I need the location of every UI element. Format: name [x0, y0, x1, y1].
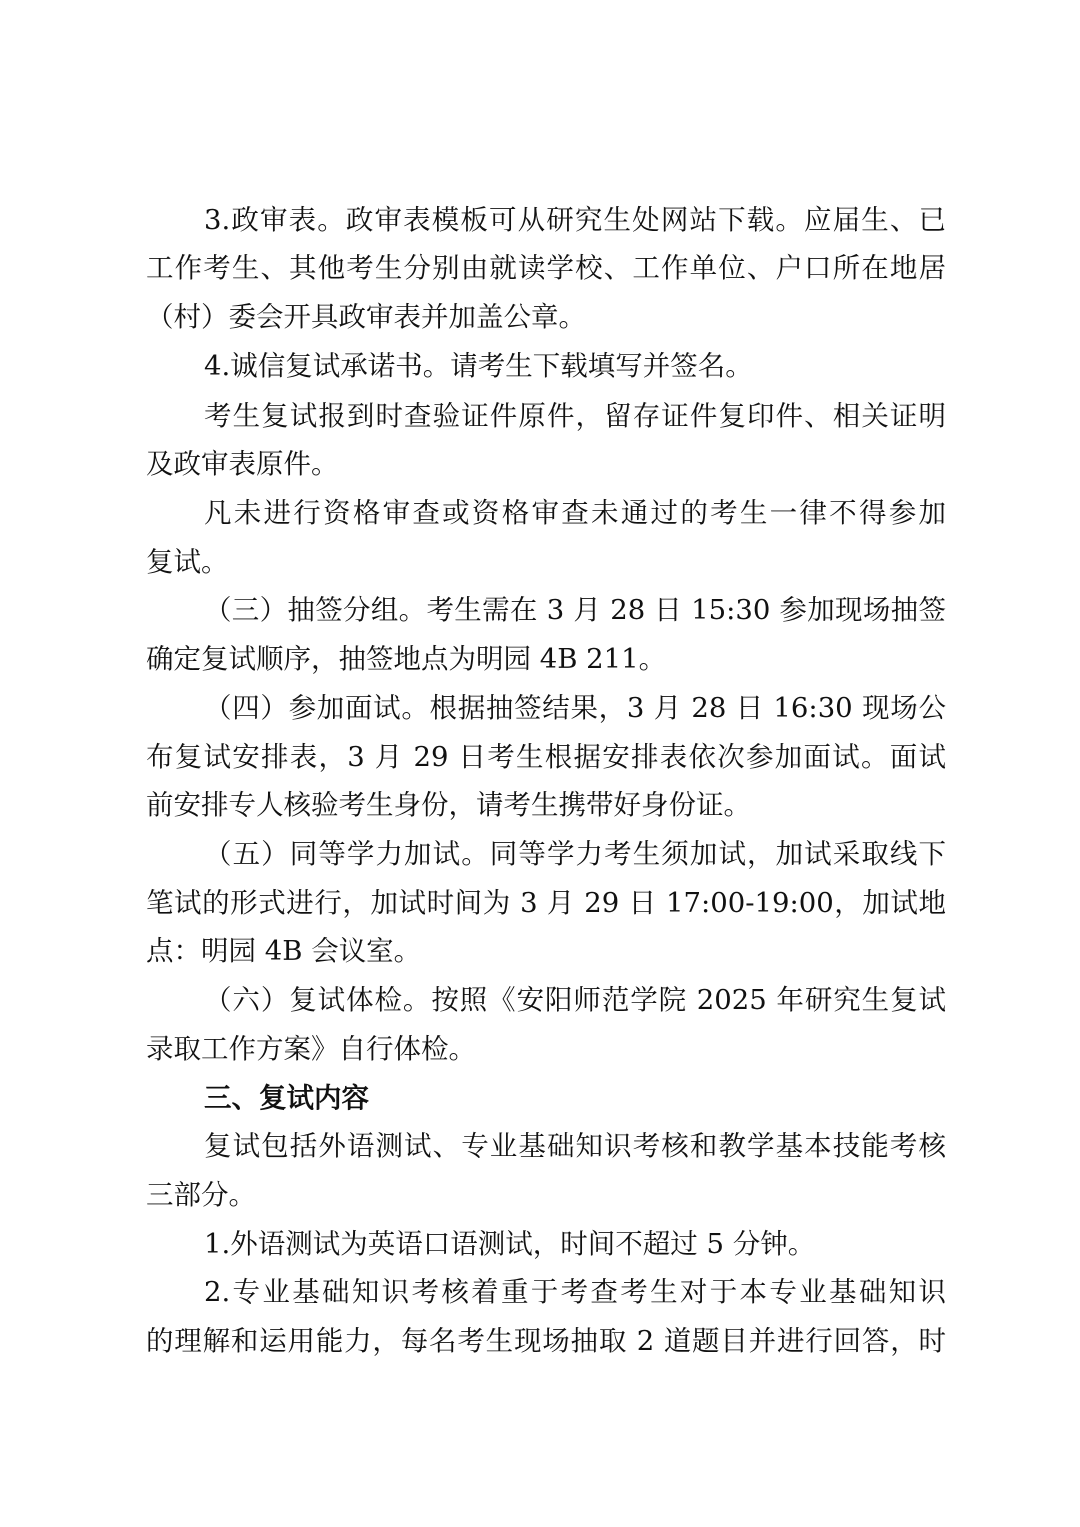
- text-line-13: 前安排专人核验考生身份，请考生携带好身份证。: [146, 789, 751, 821]
- text-line-18: 录取工作方案》自行体检。: [146, 1033, 476, 1065]
- text-line-20: 复试包括外语测试、专业基础知识考核和教学基本技能考核: [204, 1130, 946, 1162]
- text-line-16: 点：明园 4B 会议室。: [146, 935, 422, 967]
- text-line-5: 考生复试报到时查验证件原件，留存证件复印件、相关证明: [204, 400, 946, 432]
- text-line-24: 的理解和运用能力，每名考生现场抽取 2 道题目并进行回答，时: [146, 1325, 946, 1357]
- section-heading: 三、复试内容: [204, 1082, 369, 1114]
- text-line-17: （六）复试体检。按照《安阳师范学院 2025 年研究生复试: [204, 984, 946, 1016]
- text-line-12: 布复试安排表，3 月 29 日考生根据安排表依次参加面试。面试: [146, 741, 946, 773]
- text-line-3: （村）委会开具政审表并加盖公章。: [146, 301, 586, 333]
- text-line-21: 三部分。: [146, 1179, 256, 1211]
- text-line-15: 笔试的形式进行，加试时间为 3 月 29 日 17:00-19:00，加试地: [146, 887, 946, 919]
- text-line-2: 工作考生、其他考生分别由就读学校、工作单位、户口所在地居: [146, 252, 946, 284]
- text-line-8: 复试。: [146, 546, 229, 578]
- text-line-10: 确定复试顺序，抽签地点为明园 4B 211。: [146, 643, 667, 675]
- text-line-22: 1.外语测试为英语口语测试，时间不超过 5 分钟。: [204, 1228, 816, 1260]
- text-line-1: 3.政审表。政审表模板可从研究生处网站下载。应届生、已: [204, 204, 946, 236]
- text-line-7: 凡未进行资格审查或资格审查未通过的考生一律不得参加: [204, 497, 946, 529]
- text-line-14: （五）同等学力加试。同等学力考生须加试，加试采取线下: [204, 838, 946, 870]
- text-line-11: （四）参加面试。根据抽签结果，3 月 28 日 16:30 现场公: [204, 692, 946, 724]
- text-line-9: （三）抽签分组。考生需在 3 月 28 日 15:30 参加现场抽签: [204, 594, 946, 626]
- text-line-4: 4.诚信复试承诺书。请考生下载填写并签名。: [204, 350, 753, 382]
- text-line-6: 及政审表原件。: [146, 448, 339, 480]
- text-line-23: 2.专业基础知识考核着重于考查考生对于本专业基础知识: [204, 1276, 946, 1308]
